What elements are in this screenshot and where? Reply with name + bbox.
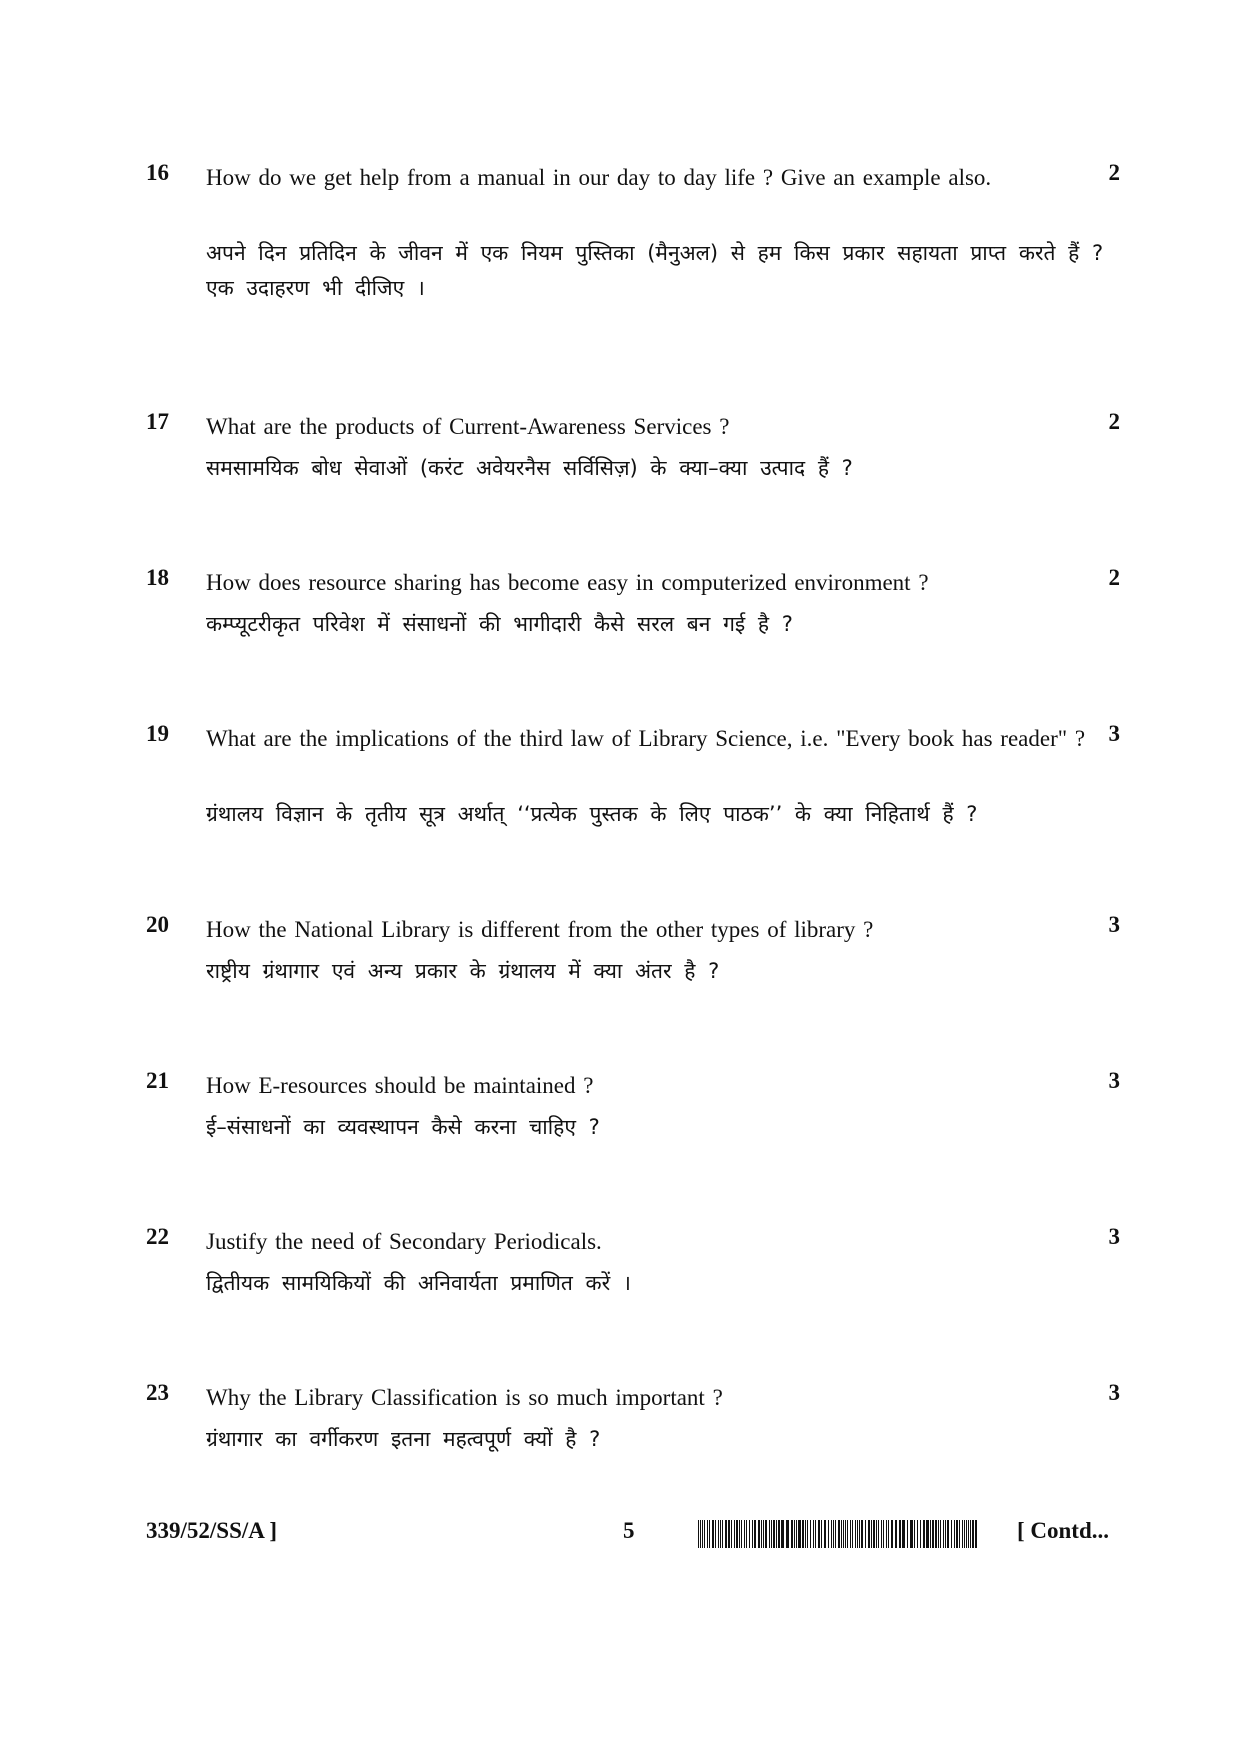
question-marks: 3 xyxy=(1108,721,1120,746)
barcode-icon xyxy=(698,1520,980,1548)
question-hindi-text: समसामयिक बोध सेवाओं (करंट अवेयरनैस सर्विसिज़) के क्या–क्या उत्पाद हैं ? xyxy=(206,456,853,480)
question-17 xyxy=(0,409,1241,489)
question-19 xyxy=(0,721,1241,841)
continued-label: [ Contd... xyxy=(1017,1518,1110,1543)
question-english-text: Why the Library Classification is so much important ? xyxy=(206,1385,723,1410)
question-hindi-text: ई–संसाधनों का व्यवस्थापन कैसे करना चाहिए ? xyxy=(206,1115,600,1139)
question-hindi-text: राष्ट्रीय ग्रंथागार एवं अन्य प्रकार के ग्रंथालय में क्या अंतर है ? xyxy=(206,959,720,983)
question-hindi-text: ग्रंथालय विज्ञान के तृतीय सूत्र अर्थात् ‘‘प्रत्येक पुस्तक के लिए पाठक’’ के क्या निहितार्थ हैं ? xyxy=(206,802,978,826)
question-hindi-text: अपने दिन प्रतिदिन के जीवन में एक नियम पुस्तिका (मैनुअल) से हम किस प्रकार सहायता प्राप्त करते हैं ? एक उदाहरण भी दीजिए । xyxy=(206,241,1104,300)
question-hindi-text: ग्रंथागार का वर्गीकरण इतना महत्वपूर्ण क्यों है ? xyxy=(206,1427,601,1451)
question-23 xyxy=(0,1380,1241,1460)
question-number: 21 xyxy=(146,1068,169,1093)
question-marks: 3 xyxy=(1108,1068,1120,1093)
question-english-text: How E-resources should be maintained ? xyxy=(206,1073,594,1098)
question-english-text: How do we get help from a manual in our day to day life ? Give an example also. xyxy=(206,165,992,190)
question-number: 23 xyxy=(146,1380,169,1405)
question-20 xyxy=(0,912,1241,992)
question-english-text: How does resource sharing has become easy in computerized environment ? xyxy=(206,570,929,595)
page-footer xyxy=(0,1518,1241,1558)
question-marks: 3 xyxy=(1108,1224,1120,1249)
question-number: 18 xyxy=(146,565,169,590)
question-marks: 2 xyxy=(1108,409,1120,434)
question-number: 20 xyxy=(146,912,169,937)
question-marks: 2 xyxy=(1108,160,1120,185)
question-marks: 2 xyxy=(1108,565,1120,590)
question-marks: 3 xyxy=(1108,912,1120,937)
question-english-text: Justify the need of Secondary Periodicals. xyxy=(206,1229,602,1254)
question-number: 22 xyxy=(146,1224,169,1249)
question-marks: 3 xyxy=(1108,1380,1120,1405)
question-number: 17 xyxy=(146,409,169,434)
question-english-text: How the National Library is different from the other types of library ? xyxy=(206,917,874,942)
question-21 xyxy=(0,1068,1241,1148)
question-hindi-text: कम्प्यूटरीकृत परिवेश में संसाधनों की भागीदारी कैसे सरल बन गई है ? xyxy=(206,612,793,636)
question-18 xyxy=(0,565,1241,645)
question-english-text: What are the products of Current-Awareness Services ? xyxy=(206,414,730,439)
page-number: 5 xyxy=(623,1518,635,1543)
question-22 xyxy=(0,1224,1241,1304)
question-number: 16 xyxy=(146,160,169,185)
question-hindi-text: द्वितीयक सामयिकियों की अनिवार्यता प्रमाणित करें । xyxy=(206,1271,631,1295)
question-english-text: What are the implications of the third law of Library Science, i.e. "Every book has reader" ? xyxy=(206,726,1086,751)
question-number: 19 xyxy=(146,721,169,746)
paper-code: 339/52/SS/A ] xyxy=(146,1518,278,1543)
question-16 xyxy=(0,160,1241,310)
